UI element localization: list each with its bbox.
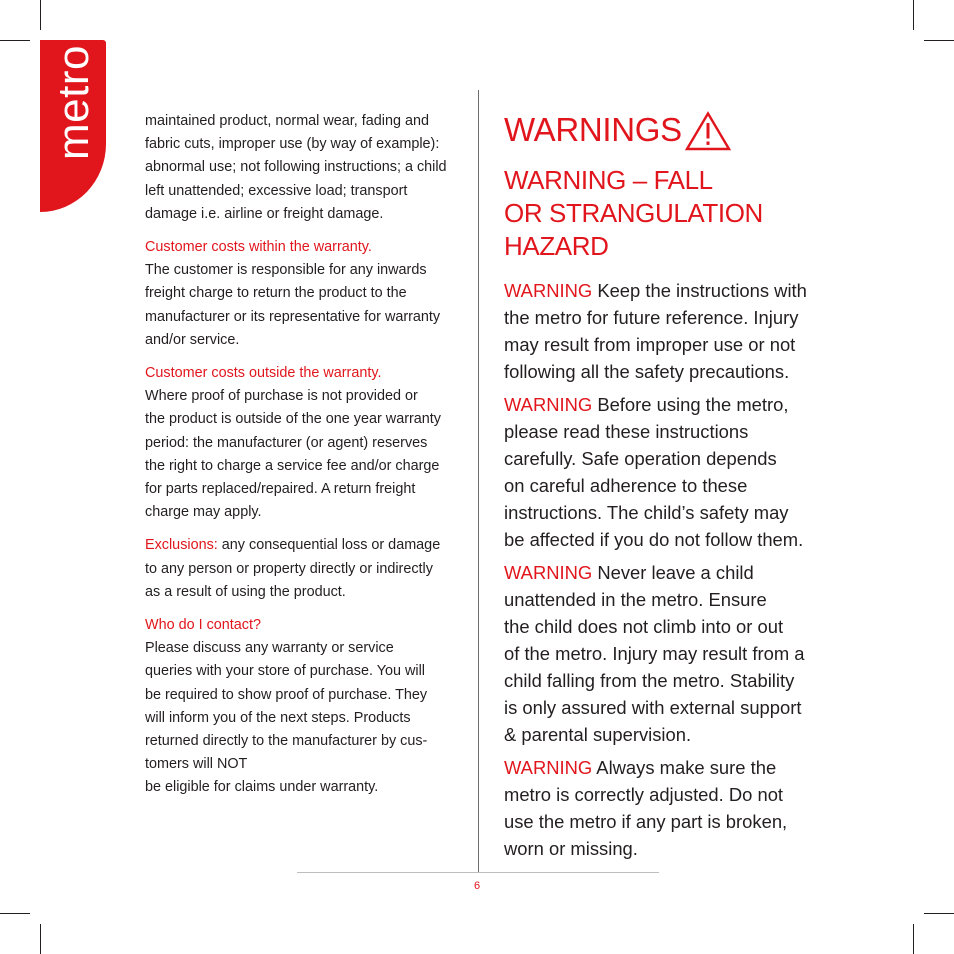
text-line: unattended in the metro. Ensure (504, 589, 767, 610)
warranty-column (145, 110, 455, 810)
text-line (145, 534, 455, 557)
section-lead: any consequential loss or damage (217, 537, 441, 554)
warning-label: WARNING (504, 757, 593, 778)
text-line: freight charge to return the product to the (145, 285, 407, 302)
text-line: fabric cuts, improper use (by way of example): (145, 136, 440, 153)
crop-mark (913, 924, 914, 954)
text-line: the child does not climb into or out (504, 616, 784, 637)
text-line: worn or missing. (504, 838, 638, 859)
page-number: 6 (474, 880, 481, 892)
text-line: use the metro if any part is broken, (504, 811, 788, 832)
warranty-intro (145, 110, 455, 226)
warnings-column (504, 108, 824, 868)
section-heading: Customer costs within the warranty. (145, 239, 372, 256)
text-line: & parental supervision. (504, 724, 692, 745)
warning-item (504, 559, 824, 748)
heading-line: WARNING – FALL (504, 165, 713, 195)
text-line: instructions. The child’s safety may (504, 502, 789, 523)
warning-first-line: Before using the metro, (592, 394, 789, 415)
text-line: maintained product, normal wear, fading and (145, 113, 429, 129)
warning-first-line: Never leave a child (592, 562, 754, 583)
warning-triangle-icon (685, 111, 731, 151)
warning-label: WARNING (504, 562, 593, 583)
text-line: will inform you of the next steps. Products (145, 709, 411, 726)
crop-mark (0, 913, 30, 914)
text-line: left unattended; excessive load; transport (145, 182, 408, 199)
text-line: as a result of using the product. (145, 583, 346, 600)
text-line (504, 559, 824, 586)
crop-mark (0, 40, 30, 41)
text-line: be required to show proof of purchase. They (145, 686, 428, 703)
section-contact (145, 614, 455, 800)
text-line: manufacturer or its representative for warranty (145, 308, 441, 325)
crop-mark (924, 913, 954, 914)
text-line: queries with your store of purchase. You will (145, 663, 425, 680)
text-line: the right to charge a service fee and/or charge (145, 457, 440, 474)
text-line: be eligible for claims under warranty. (145, 779, 379, 796)
text-line: of the metro. Injury may result from a (504, 643, 805, 664)
crop-mark (40, 0, 41, 30)
text-line: the metro for future reference. Injury (504, 307, 799, 328)
text-line: may result from improper use or not (504, 334, 796, 355)
text-line: on careful adherence to these (504, 475, 748, 496)
text-line: Where proof of purchase is not provided or (145, 388, 418, 405)
warnings-title-text: WARNINGS (504, 111, 682, 148)
text-line: be affected if you do not follow them. (504, 529, 804, 550)
warning-item (504, 754, 824, 862)
text-line (504, 277, 824, 304)
footer-rule (297, 872, 659, 873)
text-line: abnormal use; not following instructions; a child (145, 159, 447, 176)
hazard-heading (504, 164, 824, 263)
column-divider (478, 90, 479, 872)
text-line: charge may apply. (145, 504, 262, 521)
warning-label: WARNING (504, 280, 593, 301)
text-line: for parts replaced/repaired. A return freight (145, 481, 416, 498)
section-heading: Who do I contact? (145, 617, 261, 634)
text-line (504, 391, 824, 418)
section-costs-outside (145, 362, 455, 524)
text-line: metro is correctly adjusted. Do not (504, 784, 784, 805)
warning-item (504, 277, 824, 385)
text-line: following all the safety precautions. (504, 361, 790, 382)
text-line: child falling from the metro. Stability (504, 670, 795, 691)
heading-line: OR STRANGULATION (504, 198, 763, 228)
text-line: damage i.e. airline or freight damage. (145, 205, 384, 222)
text-line (504, 754, 824, 781)
heading-line: HAZARD (504, 231, 609, 261)
crop-mark (913, 0, 914, 30)
text-line: please read these instructions (504, 421, 749, 442)
text-line: the product is outside of the one year warranty (145, 411, 441, 428)
warning-first-line: Keep the instructions with (592, 280, 807, 301)
text-line: carefully. Safe operation depends (504, 448, 777, 469)
text-line: The customer is responsible for any inwards (145, 262, 427, 279)
text-line: is only assured with external support (504, 697, 802, 718)
section-costs-within (145, 236, 455, 352)
section-heading: Exclusions: (145, 537, 218, 554)
crop-mark (924, 40, 954, 41)
section-exclusions (145, 534, 455, 604)
brand-tab-label: metro (49, 45, 98, 160)
text-line: Please discuss any warranty or service (145, 640, 394, 657)
warning-label: WARNING (504, 394, 593, 415)
text-line: tomers will NOT (145, 756, 248, 773)
text-line: to any person or property directly or indirectly (145, 560, 433, 577)
warning-item (504, 391, 824, 553)
section-heading: Customer costs outside the warranty. (145, 365, 382, 382)
warnings-title (504, 108, 824, 152)
text-line: and/or service. (145, 331, 240, 348)
text-line: returned directly to the manufacturer by cus- (145, 733, 428, 750)
text-line: period: the manufacturer (or agent) reserves (145, 434, 428, 451)
warning-first-line: Always make sure the (592, 757, 777, 778)
crop-mark (40, 924, 41, 954)
